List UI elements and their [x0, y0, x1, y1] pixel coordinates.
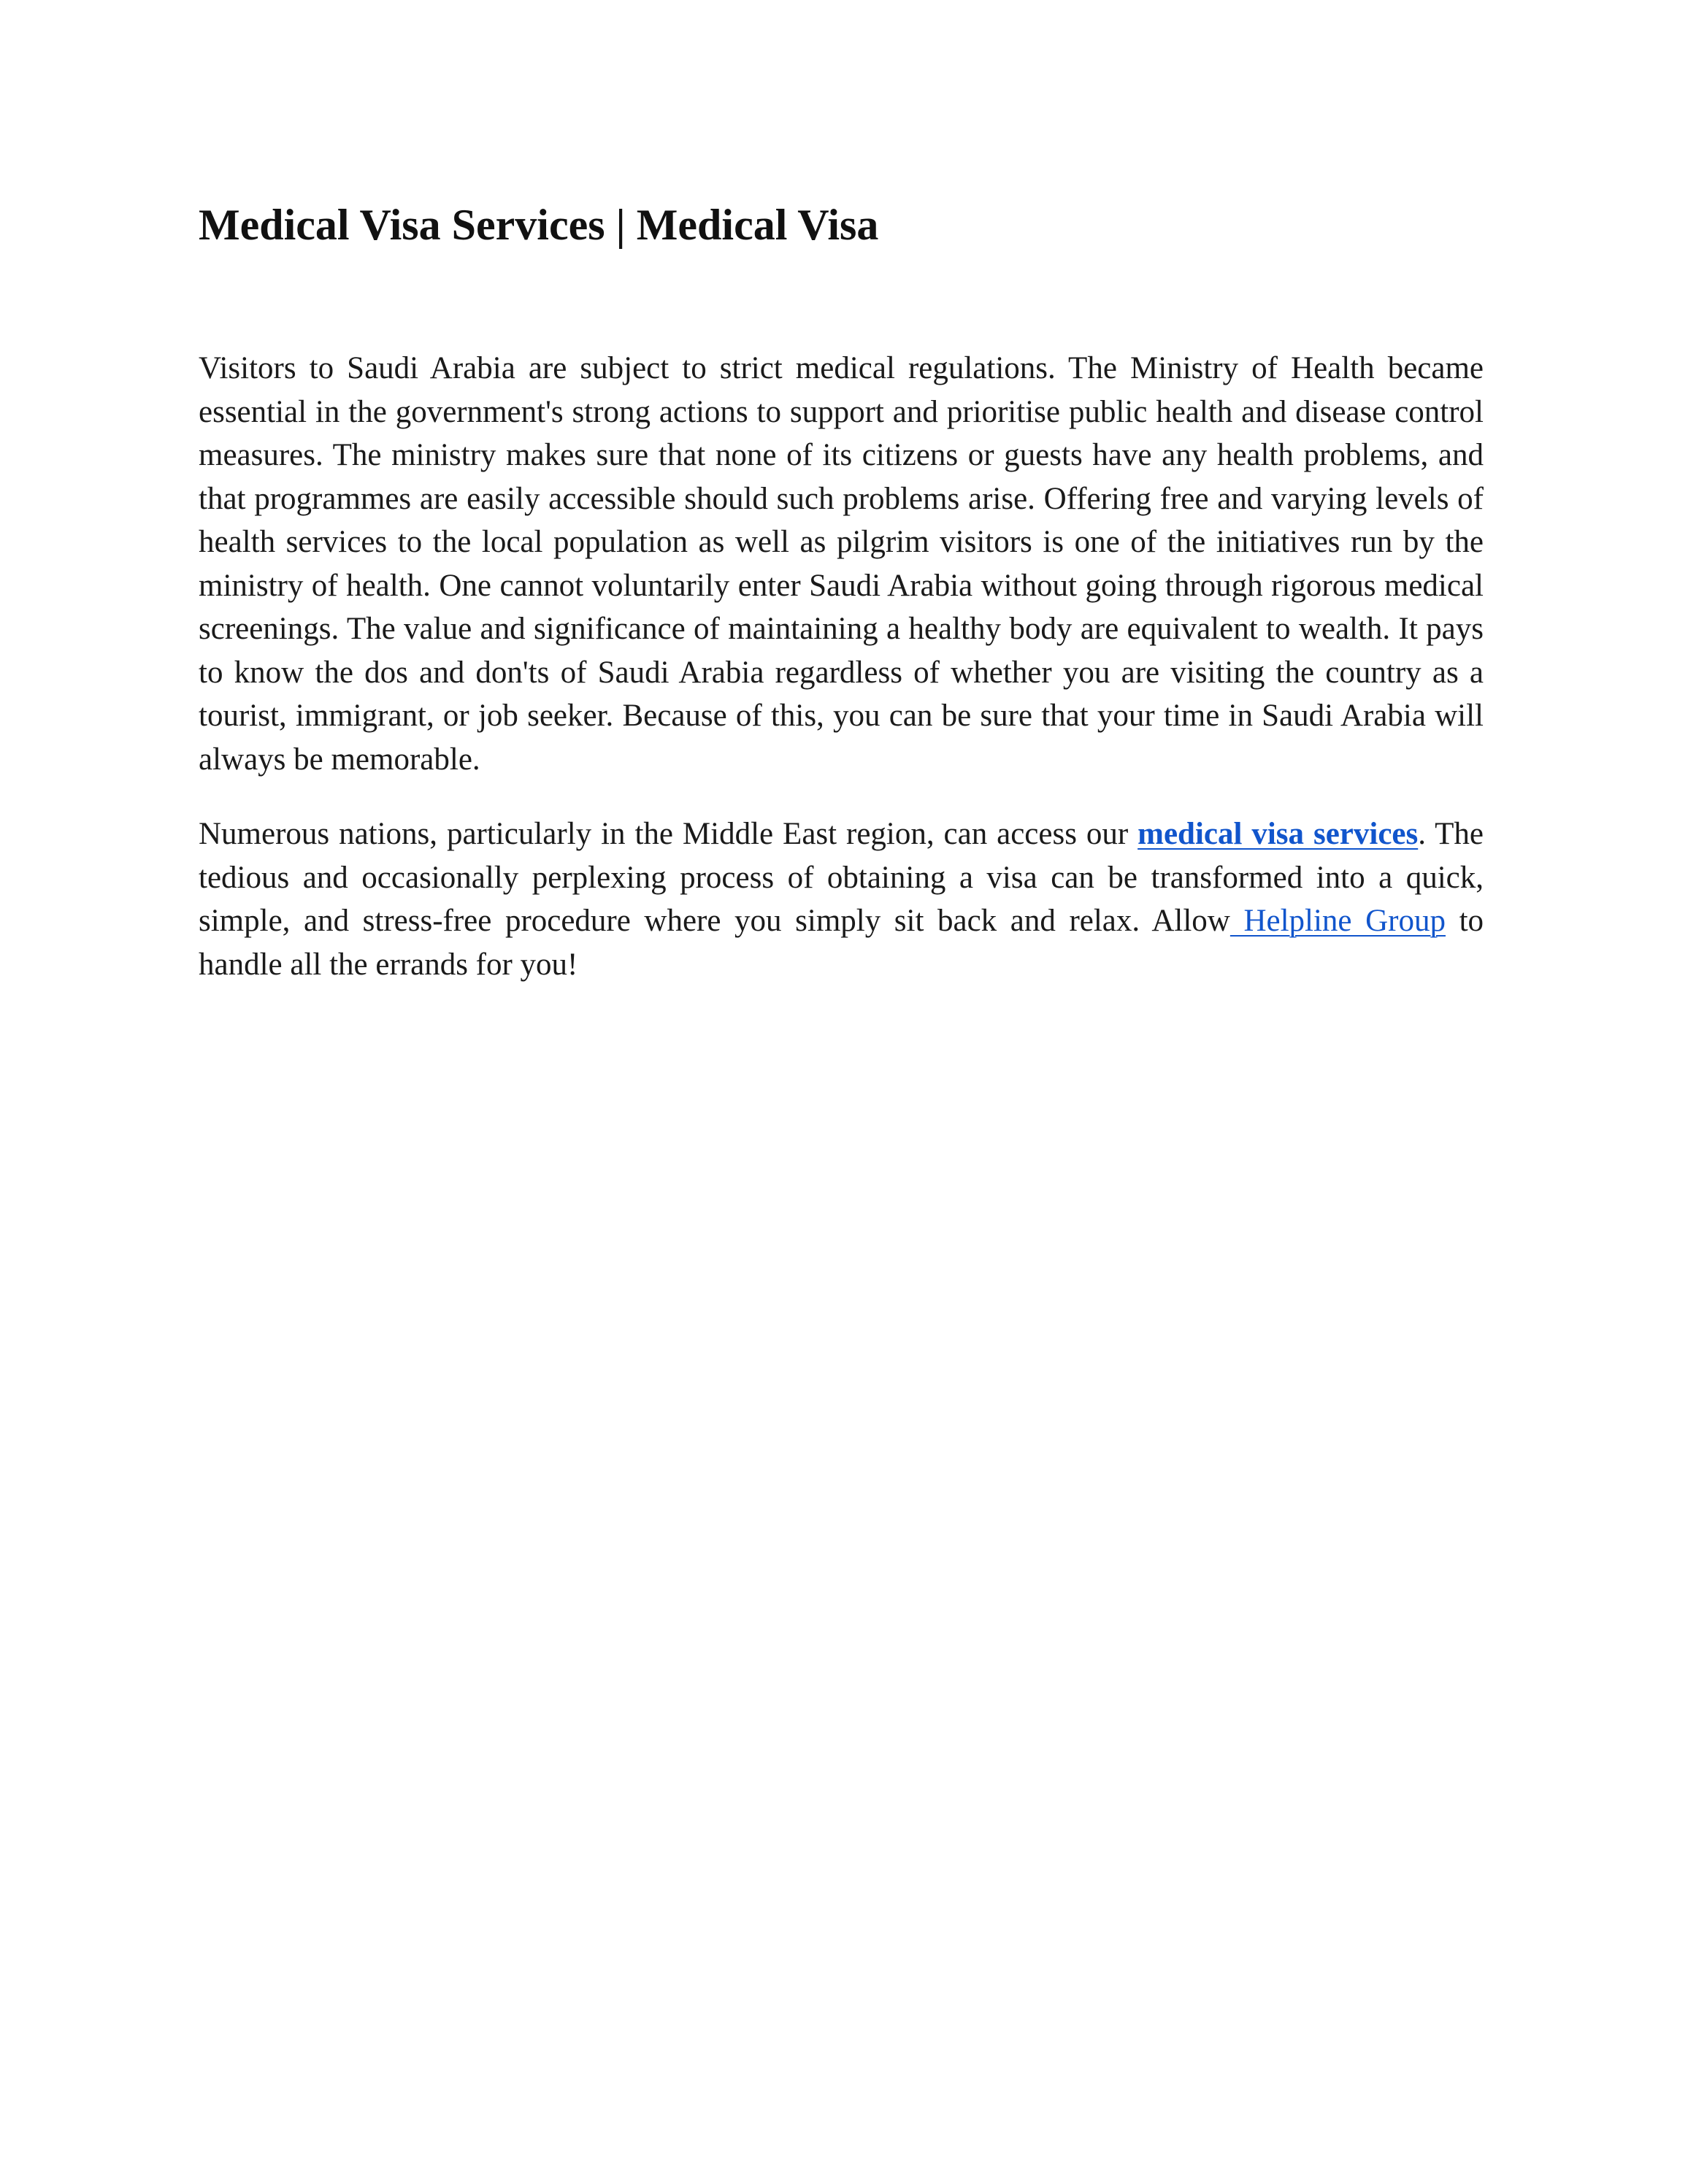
page-title: Medical Visa Services | Medical Visa: [199, 201, 879, 249]
paragraph-services: [199, 812, 1484, 986]
paragraph-services-text-2: . The tedious and occasionally perplexing process of obtaining a visa can be transformed into a quick, simple, and stress-free procedure where you simply sit back and relax. Allow: [199, 817, 1484, 938]
paragraph-services-text-1: Numerous nations, particularly in the Middle East region, can access our: [199, 817, 1138, 851]
paragraph-services-text-3: to handle all the errands for you!: [199, 904, 1484, 982]
paragraph-intro: Visitors to Saudi Arabia are subject to strict medical regulations. The Ministry of Health became essential in the government's strong actions to support and prioritise public health and disease control measures. The ministry makes sure that none of its citizens or guests have any health problems, and that programmes are easily accessible should such problems arise. Offering free and varying levels of health services to the local population as well as pilgrim visitors is one of the initiatives run by the ministry of health. One cannot voluntarily enter Saudi Arabia without going through rigorous medical screenings. The value and significance of maintaining a healthy body are equivalent to wealth. It pays to know the dos and don'ts of Saudi Arabia regardless of whether you are visiting the country as a tourist, immigrant, or job seeker. Because of this, you can be sure that your time in Saudi Arabia will always be memorable.: [199, 351, 1484, 777]
medical-visa-services-link[interactable]: medical visa services: [1138, 817, 1419, 851]
helpline-group-link[interactable]: Helpline Group: [1229, 904, 1446, 938]
